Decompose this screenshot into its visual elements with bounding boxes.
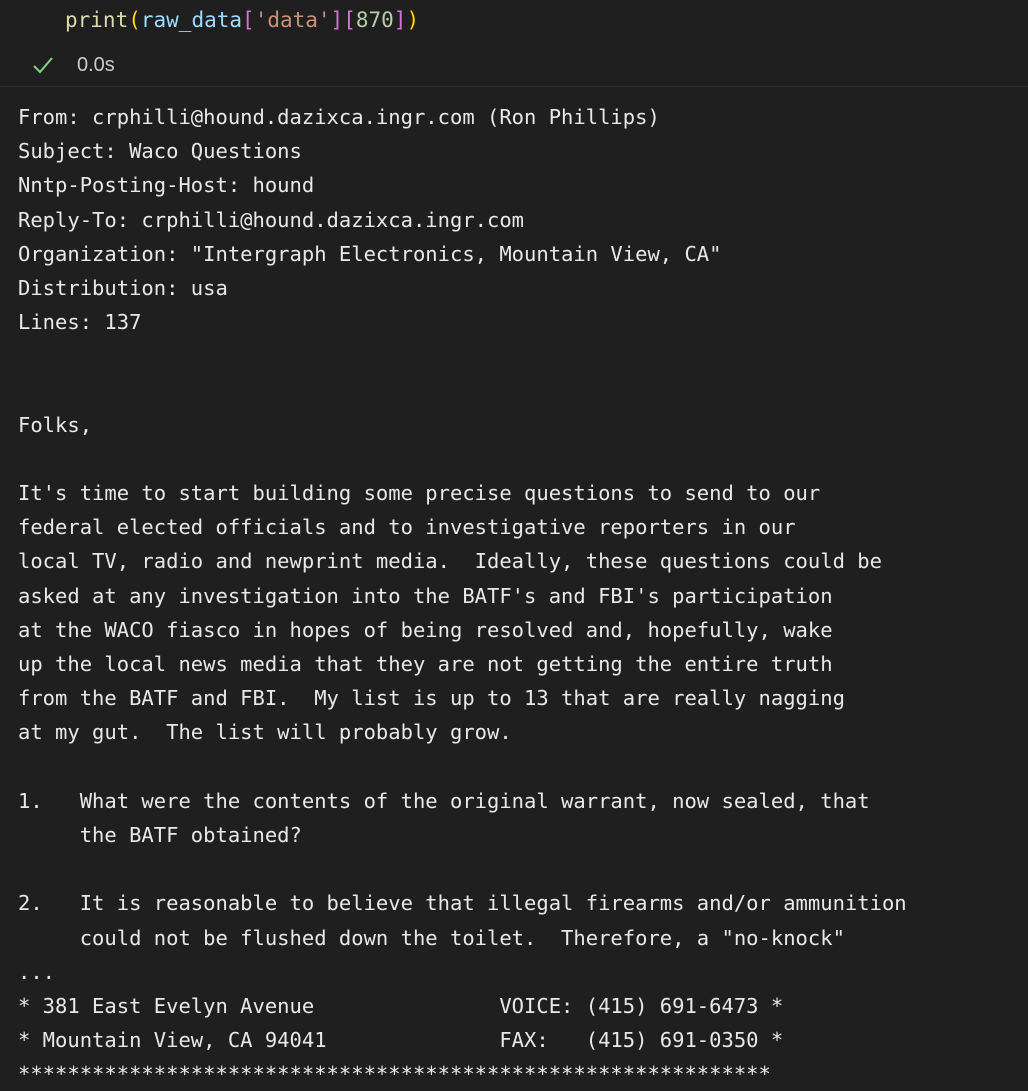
output-line: Lines: 137 — [18, 310, 142, 335]
code-bracket-close-1: ] — [330, 8, 344, 32]
output-line — [18, 339, 1023, 373]
code-cell[interactable] — [0, 0, 1028, 87]
output-line: Distribution: usa — [18, 275, 228, 300]
output-line: Subject: Waco Questions — [18, 139, 302, 164]
output-line: * 381 East Evelyn Avenue VOICE: (415) 691-6473 * — [18, 993, 784, 1018]
output-line: Organization: "Intergraph Electronics, Mountain View, CA" — [18, 241, 722, 266]
output-line: up the local news media that they are not getting the entire truth — [18, 652, 833, 676]
output-line — [18, 750, 1023, 784]
output-line: from the BATF and FBI. My list is up to 13 that are really nagging — [18, 686, 845, 711]
output-line: Nntp-Posting-Host: hound — [18, 173, 315, 198]
output-line — [18, 852, 1023, 886]
code-index: 870 — [355, 8, 394, 32]
code-variable: raw_data — [140, 8, 243, 32]
output-line: 1. What were the contents of the original warrant, now sealed, that — [18, 788, 870, 813]
code-string-key: 'data' — [254, 8, 331, 32]
output-line: It's time to start building some precise questions to send to our — [18, 481, 821, 506]
cell-output — [18, 100, 1023, 1091]
output-line: ************************************************************* — [18, 1062, 771, 1087]
code-open-paren: ( — [128, 8, 141, 32]
output-line: federal elected officials and to investigative reporters in our — [18, 515, 796, 540]
output-line: Folks, — [18, 412, 93, 437]
check-icon — [30, 52, 56, 78]
output-line: * Mountain View, CA 94041 FAX: (415) 691-0350 * — [18, 1028, 784, 1053]
output-line: asked at any investigation into the BATF's and FBI's participation — [18, 583, 833, 608]
execution-time: 0.0s — [77, 53, 115, 76]
output-line: at the WACO fiasco in hopes of being resolved and, hopefully, wake — [18, 617, 833, 642]
output-line — [18, 374, 1023, 408]
output-line: at my gut. The list will probably grow. — [18, 720, 512, 745]
code-line[interactable] — [65, 4, 419, 36]
output-line: Reply-To: crphilli@hound.dazixca.ingr.com — [18, 207, 525, 232]
output-line: ... — [18, 959, 56, 984]
code-function-name: print — [65, 8, 129, 32]
code-bracket-open-1: [ — [242, 8, 255, 32]
output-line: local TV, radio and newprint media. Ideally, these questions could be — [18, 549, 882, 574]
execution-status — [30, 50, 115, 80]
output-line: the BATF obtained? — [18, 822, 302, 847]
output-line — [18, 442, 1023, 476]
output-line: could not be flushed down the toilet. Therefore, a "no-knock" — [18, 925, 845, 950]
code-bracket-open-2: [ — [343, 8, 356, 32]
code-close-paren: ) — [406, 8, 420, 32]
output-line: From: crphilli@hound.dazixca.ingr.com (Ron Phillips) — [18, 105, 660, 129]
code-bracket-close-2: ] — [393, 8, 407, 32]
output-line: 2. It is reasonable to believe that illegal firearms and/or ammunition — [18, 891, 907, 916]
